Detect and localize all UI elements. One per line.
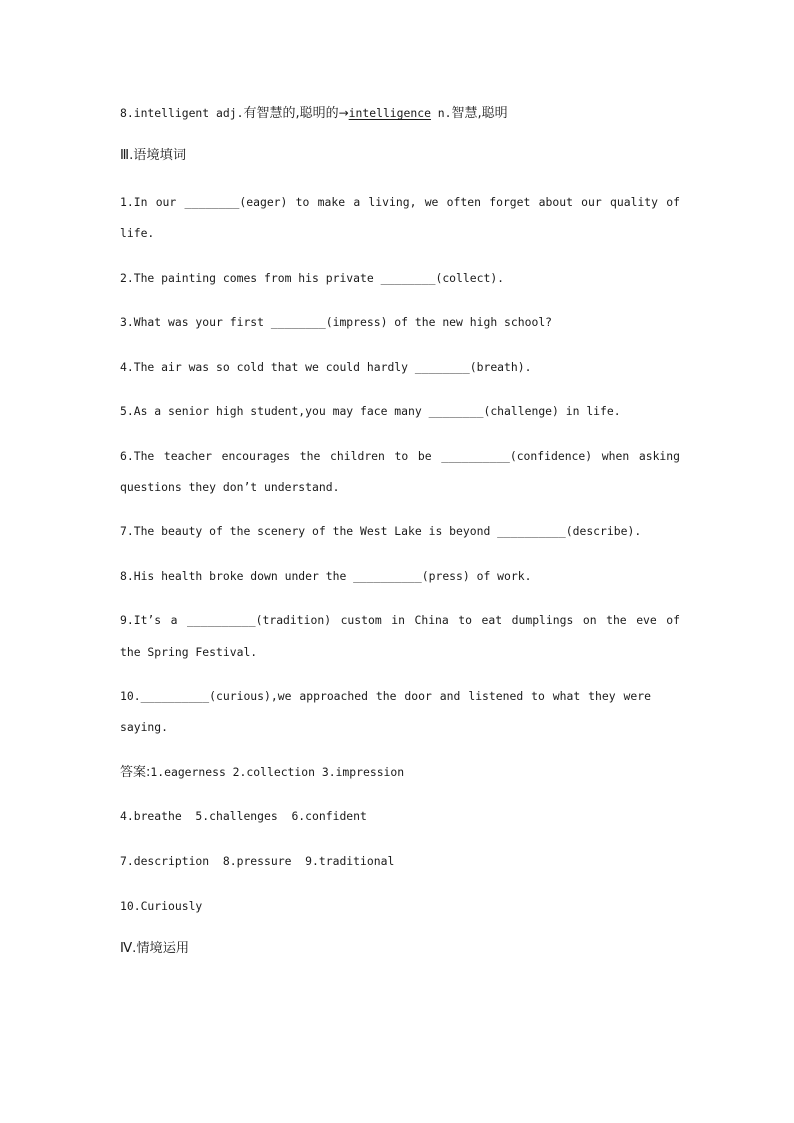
question-10-line-2: saying. — [120, 720, 169, 734]
answers-text-1: 1.eagerness 2.collection 3.impression — [150, 765, 405, 779]
question-9-line-1: 9.It’s a __________(tradition) custom in China to eat dumplings on the eve of — [120, 613, 680, 627]
answers-line-1 — [120, 765, 680, 780]
question-1-line-1: 1.In our ________(eager) to make a living, we often forget about our quality of — [120, 195, 680, 209]
question-5: 5.As a senior high student,you may face many ________(challenge) in life. — [120, 404, 621, 418]
derived-word: intelligence — [348, 106, 431, 120]
answers-line-4: 10.Curiously — [120, 899, 203, 913]
question-4: 4.The air was so cold that we could hardly ________(breath). — [120, 360, 532, 374]
question-8: 8.His health broke down under the __________(press) of work. — [120, 569, 532, 583]
answers-line-3: 7.description 8.pressure 9.traditional — [120, 854, 395, 868]
vocab-word: 8.intelligent adj. — [120, 106, 244, 120]
section-title-3: Ⅲ.语境填词 — [120, 148, 187, 163]
answers-line-2: 4.breathe 5.challenges 6.confident — [120, 809, 367, 823]
question-10-line-1: 10.__________(curious),we approached the door and listened to what they were — [120, 689, 651, 703]
derived-meaning: 智慧,聪明 — [451, 106, 508, 121]
answers-label: 答案: — [120, 765, 151, 780]
question-7: 7.The beauty of the scenery of the West Lake is beyond __________(describe). — [120, 524, 642, 538]
question-1-line-2: life. — [120, 226, 155, 240]
question-3: 3.What was your first ________(impress) of the new high school? — [120, 315, 553, 329]
vocab-meaning: 有智慧的,聪明的 — [243, 106, 339, 121]
vocab-item-8 — [120, 106, 680, 121]
question-9-line-2: the Spring Festival. — [120, 645, 258, 659]
derived-pos: n. — [430, 106, 452, 120]
question-6-line-1: 6.The teacher encourages the children to be __________(confidence) when asking — [120, 449, 680, 463]
question-2: 2.The painting comes from his private ________(collect). — [120, 271, 505, 285]
question-6-line-2: questions they don’t understand. — [120, 480, 340, 494]
section-title-4: Ⅳ.情境运用 — [120, 941, 190, 956]
arrow-icon: → — [338, 106, 349, 120]
